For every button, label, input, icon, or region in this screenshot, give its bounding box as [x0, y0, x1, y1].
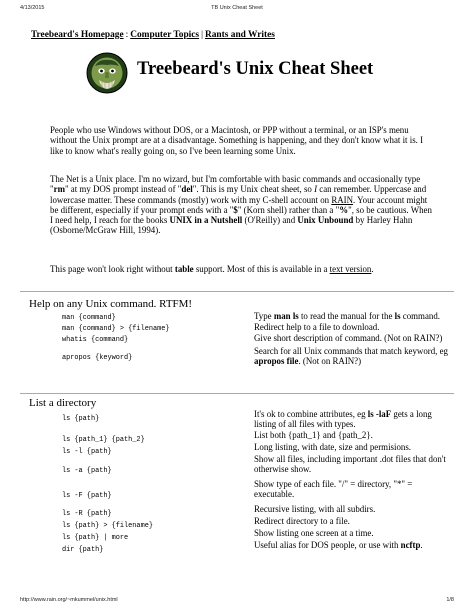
treebeard-face-logo [86, 52, 128, 94]
command-description: List both {path_1} and {path_2}. [254, 430, 373, 440]
command-syntax: ls {path_1} {path_2} [62, 436, 145, 444]
command-description: Long listing, with date, size and permisions. [254, 442, 412, 452]
nav-link-homepage[interactable]: Treebeard's Homepage [31, 30, 124, 40]
top-nav [31, 30, 275, 40]
command-syntax: apropos {keyword} [62, 354, 133, 362]
intro-paragraph-2: The Net is a Unix place. I'm no wizard, but I'm comfortable with basic commands and occasionally type "rm" at my DOS prompt instead of "del". This is my Unix cheat sheet, so I can remember. Uppercase and lowercase matter. These commands (mostly) work with my C-shell account on RAIN. Your account might be different, especially if your prompt ends with a "$" (Korn shell) rather than a "%", so be cautious. When I need help, I reach for the books UNIX in a Nutshell (O'Reilly) and Unix Unbound by Harley Hahn (Osborne/McGraw Hill, 1994). [50, 174, 432, 236]
print-url: http://www.rain.org/~mkummel/unix.html [20, 597, 118, 603]
command-syntax: whatis {command} [62, 336, 129, 344]
print-footer [0, 597, 474, 607]
print-date: 4/13/2015 [20, 5, 45, 11]
nav-link-rants[interactable]: Rants and Writes [204, 30, 275, 40]
page-title: Treebeard's Unix Cheat Sheet [137, 59, 374, 79]
command-description: Redirect help to a file to download. [254, 322, 380, 332]
command-syntax: ls -l {path} [62, 448, 112, 456]
nav-separator: : [125, 30, 129, 40]
command-description: Useful alias for DOS people, or use with ncftp. [254, 540, 423, 550]
section-heading-help: Help on any Unix command. RTFM! [29, 298, 193, 310]
print-title: TB Unix Cheat Sheet [211, 5, 263, 11]
command-syntax: ls {path} > {filename} [62, 522, 153, 530]
command-description: Show all files, including important .dot files that don't otherwise show. [254, 454, 446, 475]
command-description: Show type of each file. "/" = directory, "*" = executable. [254, 479, 413, 500]
print-page-number: 1/8 [446, 597, 454, 603]
command-syntax: ls -R {path} [62, 510, 112, 518]
intro-paragraph-1: People who use Windows without DOS, or a Macintosh, or PPP without a terminal, or an ISP's menu without the Unix prompt are at a disadvantage. Something is happening, and they don't know what it is. I like to know what's really going on, so I've been learning some Unix. [50, 125, 424, 156]
command-syntax: ls -a {path} [62, 467, 112, 475]
command-description: Recursive listing, with all subdirs. [254, 504, 376, 514]
command-description: Show listing one screen at a time. [254, 528, 374, 538]
command-description: Give short description of command. (Not on RAIN?) [254, 333, 443, 343]
command-syntax: ls {path} [62, 415, 100, 423]
command-description: It's ok to combine attributes, eg ls -laF gets a long listing of all files with types. [254, 409, 432, 430]
command-syntax: man {command} > {filename} [62, 325, 170, 333]
command-syntax: dir {path} [62, 546, 104, 554]
section-divider [20, 291, 454, 292]
command-description: Redirect directory to a file. [254, 516, 350, 526]
section-divider [20, 393, 454, 394]
intro-paragraph-3: This page won't look right without table support. Most of this is available in a text version. [50, 264, 374, 274]
command-syntax: ls {path} | more [62, 534, 129, 542]
rain-link[interactable]: RAIN [331, 194, 354, 205]
command-description: Type man ls to read the manual for the ls command. [254, 311, 440, 321]
text-version-link[interactable]: text version [329, 264, 372, 274]
nav-link-computer-topics[interactable]: Computer Topics [130, 30, 200, 40]
section-heading-list-directory: List a directory [29, 397, 97, 409]
nav-separator: | [201, 30, 203, 40]
print-header [0, 5, 474, 15]
command-syntax: man {command} [62, 314, 116, 322]
command-description: Search for all Unix commands that match keyword, eg apropos file. (Not on RAIN?) [254, 346, 448, 367]
command-syntax: ls -F {path} [62, 492, 112, 500]
